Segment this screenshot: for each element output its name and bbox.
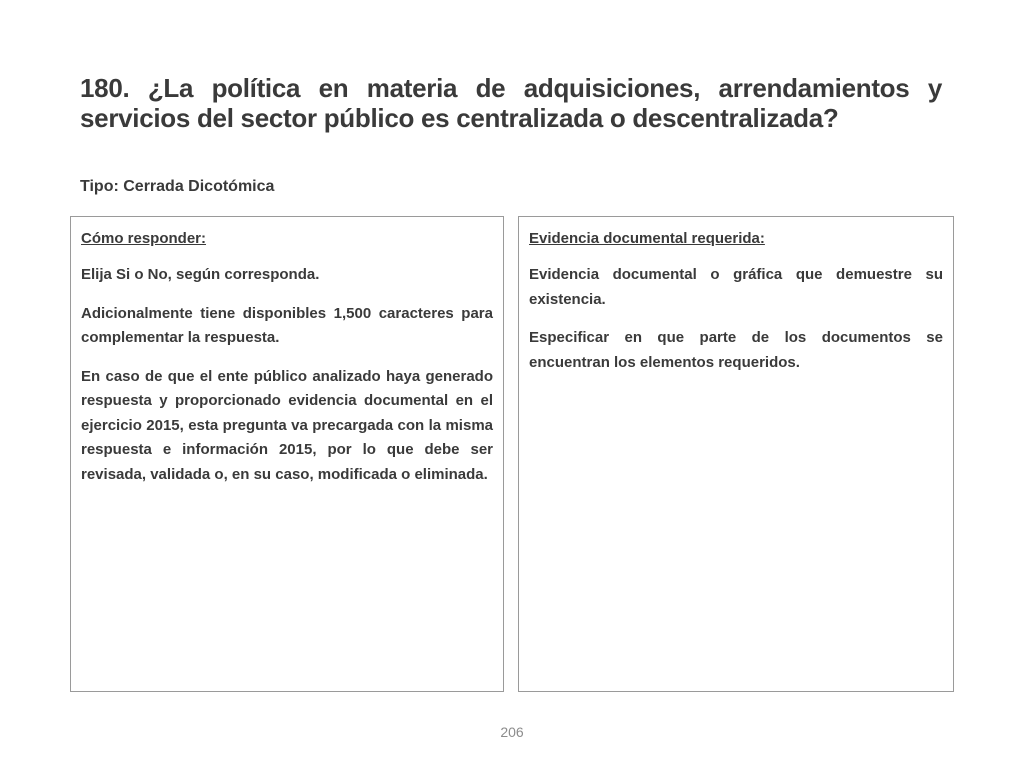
required-evidence-paragraph: Evidencia documental o gráfica que demuestre su existencia. bbox=[529, 266, 943, 308]
question-title: 180. ¿La política en materia de adquisiciones, arrendamientos y servicios del sector público es centralizada o descentralizada? bbox=[80, 73, 942, 133]
required-evidence-heading: Evidencia documental requerida: bbox=[529, 230, 765, 247]
required-evidence-panel bbox=[518, 216, 954, 692]
how-to-answer-paragraph: En caso de que el ente público analizado haya generado respuesta y proporcionado evidencia documental en el ejercicio 2015, esta pregunta va precargada con la misma respuesta e información 2015, por lo que debe ser revisada, validada o, en su caso, modificada o eliminada. bbox=[81, 367, 493, 483]
how-to-answer-paragraph: Adicionalmente tiene disponibles 1,500 caracteres para complementar la respuesta. bbox=[81, 304, 493, 346]
how-to-answer-heading: Cómo responder: bbox=[81, 230, 207, 247]
how-to-answer-paragraph: Elija Si o No, según corresponda. bbox=[81, 266, 320, 283]
question-type: Tipo: Cerrada Dicotómica bbox=[80, 178, 275, 195]
how-to-answer-panel bbox=[70, 216, 504, 692]
page-number: 206 bbox=[500, 724, 524, 740]
required-evidence-paragraph: Especificar en que parte de los documentos se encuentran los elementos requeridos. bbox=[529, 329, 943, 371]
